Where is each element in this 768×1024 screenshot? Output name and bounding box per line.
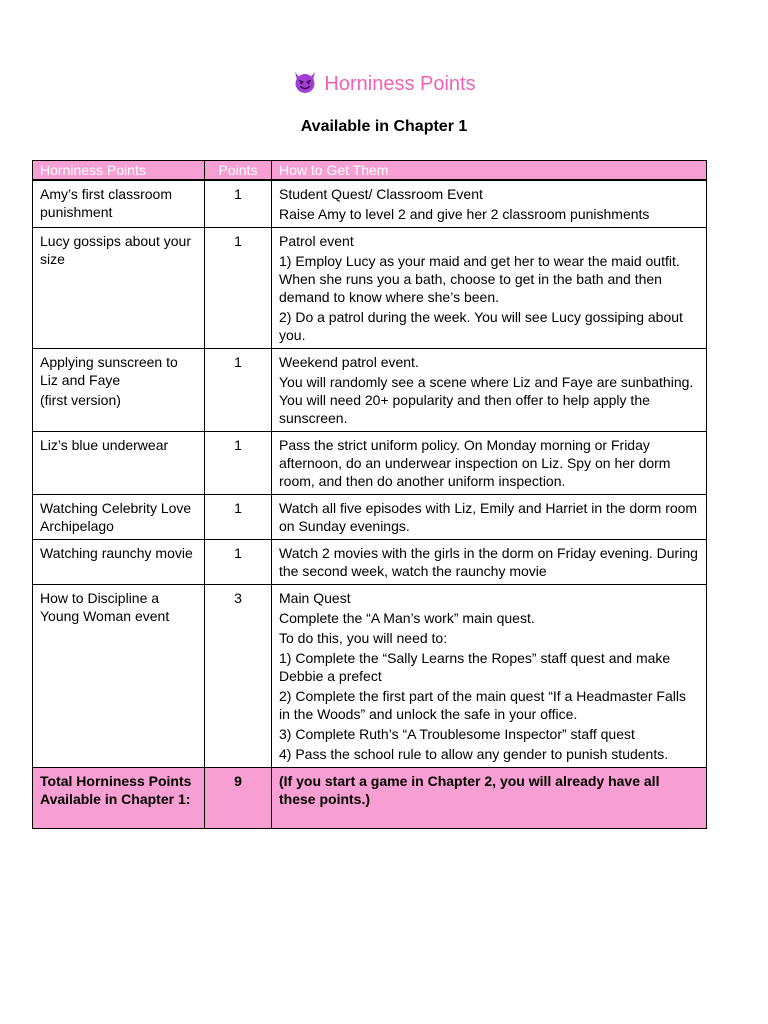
row-how-text: Main Quest	[279, 590, 351, 606]
smiling-devil-icon	[292, 70, 318, 102]
row-how-cell	[272, 585, 707, 768]
table-row	[33, 432, 707, 495]
table-row	[33, 585, 707, 768]
table-row	[33, 495, 707, 540]
row-how-text: Weekend patrol event.	[279, 354, 419, 370]
row-points-cell: 1	[205, 432, 272, 495]
table-row	[33, 180, 707, 228]
row-how-text: 1) Employ Lucy as your maid and get her to wear the maid outfit. When she runs you a bath, choose to get in the bath and then demand to know where she’s been.	[279, 253, 680, 305]
row-how-text: Watch 2 movies with the girls in the dorm on Friday evening. During the second week, watch the raunchy movie	[279, 545, 698, 579]
row-how-text: You will randomly see a scene where Liz and Faye are sunbathing. You will need 20+ popularity and then offer to help apply the sunscreen.	[279, 374, 694, 426]
subtitle: Available in Chapter 1	[300, 118, 468, 135]
horniness-points-table	[32, 160, 707, 829]
row-name-cell	[33, 349, 205, 432]
row-name-cell	[33, 432, 205, 495]
row-how-cell	[272, 180, 707, 228]
row-how-cell	[272, 495, 707, 540]
row-points-cell: 1	[205, 180, 272, 228]
row-how-text: Complete the “A Man’s work” main quest.	[279, 610, 535, 626]
row-how-text: To do this, you will need to:	[279, 630, 448, 646]
total-points: 9	[205, 768, 272, 829]
row-name-text: (first version)	[40, 392, 121, 408]
header-points: Points	[205, 161, 272, 181]
total-row	[33, 768, 707, 829]
header-how-to-get-them: How to Get Them	[272, 161, 707, 181]
row-name-cell	[33, 540, 205, 585]
row-name-text: Watching raunchy movie	[40, 545, 193, 561]
row-name-text: Applying sunscreen to Liz and Faye	[40, 354, 178, 388]
row-how-cell	[272, 228, 707, 349]
row-name-cell	[33, 180, 205, 228]
row-points-cell: 3	[205, 585, 272, 768]
row-how-text: 2) Complete the first part of the main quest “If a Headmaster Falls in the Woods” and unlock the safe in your office.	[279, 688, 686, 722]
total-label: Total Horniness Points Available in Chapter 1:	[33, 768, 205, 829]
row-how-text: Student Quest/ Classroom Event	[279, 186, 483, 202]
row-points-cell: 1	[205, 540, 272, 585]
table-row	[33, 540, 707, 585]
row-how-text: 4) Pass the school rule to allow any gender to punish students.	[279, 746, 669, 762]
row-name-text: Lucy gossips about your size	[40, 233, 191, 267]
total-note: (If you start a game in Chapter 2, you will already have all these points.)	[272, 768, 707, 829]
row-how-text: 2) Do a patrol during the week. You will see Lucy gossiping about you.	[279, 309, 683, 343]
row-name-text: Liz’s blue underwear	[40, 437, 169, 453]
row-points-cell: 1	[205, 495, 272, 540]
row-name-text: Watching Celebrity Love Archipelago	[40, 500, 192, 534]
row-how-text: 3) Complete Ruth’s “A Troublesome Inspector” staff quest	[279, 726, 635, 742]
row-how-cell	[272, 540, 707, 585]
row-how-text: 1) Complete the “Sally Learns the Ropes” staff quest and make Debbie a prefect	[279, 650, 671, 684]
row-name-text: Amy’s first classroom punishment	[40, 186, 172, 220]
table-row	[33, 349, 707, 432]
table-row	[33, 228, 707, 349]
table-header-row	[33, 161, 707, 181]
row-how-text: Patrol event	[279, 233, 354, 249]
row-how-text: Raise Amy to level 2 and give her 2 classroom punishments	[279, 206, 650, 222]
row-points-cell: 1	[205, 228, 272, 349]
row-name-cell	[33, 228, 205, 349]
page-title	[0, 70, 768, 102]
row-how-text: Pass the strict uniform policy. On Monday morning or Friday afternoon, do an underwear inspection on Liz. Spy on her dorm room, and then do another uniform inspection.	[279, 437, 671, 489]
header-horniness-points: Horniness Points	[33, 161, 205, 181]
row-how-text: Watch all five episodes with Liz, Emily and Harriet in the dorm room on Sunday evenings.	[279, 500, 698, 534]
row-how-cell	[272, 349, 707, 432]
row-how-cell	[272, 432, 707, 495]
row-name-text: How to Discipline a Young Woman event	[40, 590, 170, 624]
row-name-cell	[33, 495, 205, 540]
title-text: Horniness Points	[324, 73, 476, 95]
row-name-cell	[33, 585, 205, 768]
row-points-cell: 1	[205, 349, 272, 432]
